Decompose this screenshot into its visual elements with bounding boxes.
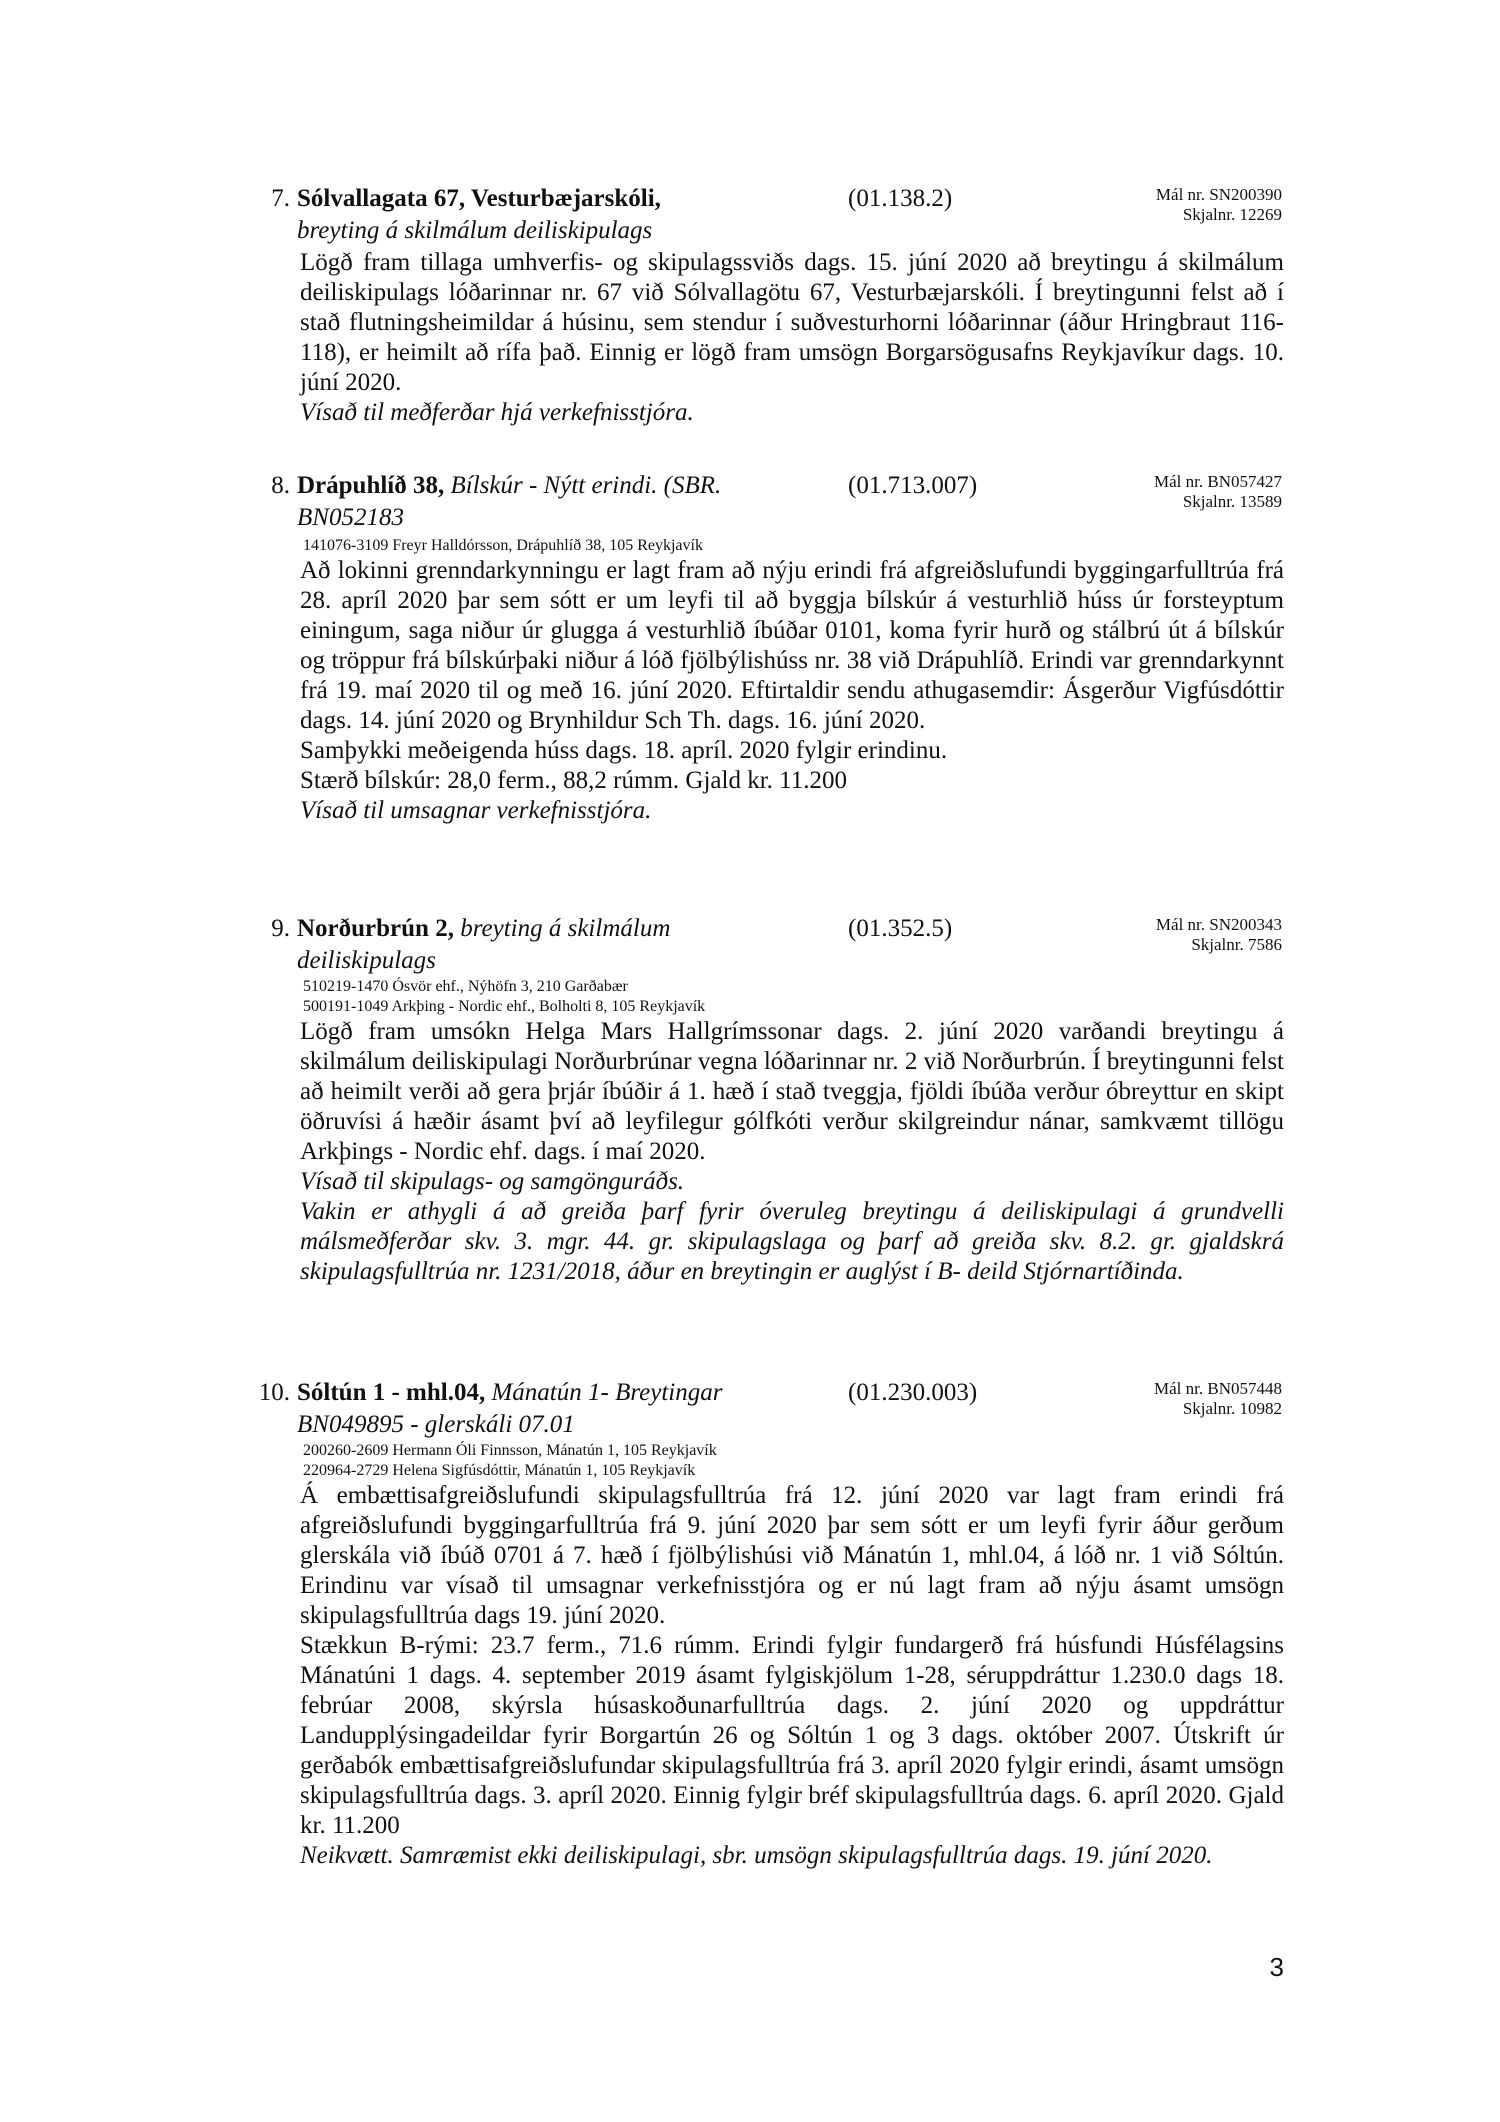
item-paragraph: Lögð fram umsókn Helga Mars Hallgrímssonar dags. 2. júní 2020 varðandi breytingu á skilmálum deiliskipulagi Norðurbrúnar vegna lóðarinnar nr. 2 við Norðurbrún. Í breytingunni felst að heimilt verði að gera þrjár íbúðir á 1. hæð í stað tveggja, fjöldi íbúða verður óbreyttur en skipt öðruvísi á hæðir ásamt því að leyfilegur gólfkóti verður skilgreindur nánar, samkvæmt tillögu Arkþings - Nordic ehf. dags. í maí 2020.	[300, 1018, 1284, 1165]
item-case-info	[1156, 915, 1282, 955]
document-number: Skjalnr. 12269	[1182, 205, 1282, 224]
case-number: Mál nr. BN057448	[1154, 1379, 1282, 1398]
item-subtitle: BN049895 - glerskáli 07.01	[297, 1411, 575, 1438]
item-title-italic: Bílskúr - Nýtt erindi. (SBR.	[450, 472, 722, 499]
page-number: 3	[1269, 1952, 1284, 1982]
item-subtitle: breyting á skilmálum deiliskipulags	[297, 217, 653, 244]
item-body	[300, 1017, 1284, 1287]
item-heading	[297, 1377, 797, 1441]
applicant-list	[303, 977, 705, 1017]
item-title-italic: breyting á skilmálum	[460, 915, 671, 942]
item-conclusion: Neikvætt. Samræmist ekki deiliskipulagi, sbr. umsögn skipulagsfulltrúa dags. 19. júní 2020.	[300, 1842, 1213, 1869]
item-title: Drápuhlíð 38,	[297, 472, 445, 499]
item-title: Sóltún 1 - mhl.04,	[297, 1379, 486, 1406]
item-conclusion: Vísað til umsagnar verkefnisstjóra.	[300, 797, 652, 824]
applicant-list	[303, 1441, 717, 1481]
document-number: Skjalnr. 13589	[1182, 492, 1282, 511]
item-paragraph: Stækkun B-rými: 23.7 ferm., 71.6 rúmm. Erindi fylgir fundargerð frá húsfundi Húsfélagsins Mánatúni 1 dags. 4. september 2019 ásamt fylgiskjölum 1-28, séruppdráttur 1.230.0 dags 18. febrúar 2008, skýrsla húsaskoðunarfulltrúa dags. 2. júní 2020 og uppdráttur Landupplýsingadeildar fyrir Borgartún 26 og Sóltún 1 og 3 dags. október 2007. Útskrift úr gerðabók embættisafgreiðslufundar skipulagsfulltrúa frá 3. apríl 2020 fylgir erindi, ásamt umsögn skipulagsfulltrúa dags. 3. apríl 2020. Einnig fylgir bréf skipulagsfulltrúa dags. 6. apríl 2020. Gjald kr. 11.200	[300, 1632, 1284, 1839]
item-paragraph: Stærð bílskúr: 28,0 ferm., 88,2 rúmm. Gjald kr. 11.200	[300, 767, 847, 794]
item-subtitle: deiliskipulags	[297, 947, 436, 974]
document-number: Skjalnr. 10982	[1182, 1399, 1282, 1418]
item-body	[300, 556, 1284, 826]
item-code: (01.713.007)	[848, 472, 978, 499]
applicant: 220964-2729 Helena Sigfúsdóttir, Mánatún 1, 105 Reykjavík	[303, 1462, 696, 1479]
item-heading	[297, 913, 797, 977]
item-number: 9.	[271, 915, 290, 942]
item-body	[300, 1481, 1284, 1871]
case-number: Mál nr. BN057427	[1154, 472, 1282, 491]
item-title: Sólvallagata 67, Vesturbæjarskóli,	[297, 185, 661, 212]
item-paragraph: Samþykki meðeigenda húss dags. 18. apríl. 2020 fylgir erindinu.	[300, 737, 948, 764]
item-conclusion: Vísað til skipulags- og samgönguráðs.	[300, 1168, 685, 1195]
document-number: Skjalnr. 7586	[1191, 935, 1282, 954]
item-code: (01.230.003)	[848, 1379, 978, 1406]
item-paragraph: Lögð fram tillaga umhverfis- og skipulagssviðs dags. 15. júní 2020 að breytingu á skilmálum deiliskipulags lóðarinnar nr. 67 við Sólvallagötu 67, Vesturbæjarskóli. Í breytingunni felst að í stað flutningsheimildar á húsinu, sem stendur í suðvesturhorni lóðarinnar (áður Hringbraut 116-118), er heimilt að rífa það. Einnig er lögð fram umsögn Borgarsögusafns Reykjavíkur dags. 10. júní 2020.	[300, 249, 1284, 396]
item-code: (01.352.5)	[848, 915, 953, 942]
item-heading	[297, 183, 797, 247]
item-paragraph: Að lokinni grenndarkynningu er lagt fram að nýju erindi frá afgreiðslufundi byggingarfulltrúa frá 28. apríl 2020 þar sem sótt er um leyfi til að byggja bílskúr á vesturhlið húss úr forsteyptum einingum, saga niður úr glugga á vesturhlið íbúðar 0101, koma fyrir hurð og stálbrú út á bílskúr og tröppur frá bílskúrþaki niður á lóð fjölbýlishúss nr. 38 við Drápuhlíð. Erindi var grenndarkynnt frá 19. maí 2020 til og með 16. júní 2020. Eftirtaldir sendu athugasemdir: Ásgerður Vigfúsdóttir dags. 14. júní 2020 og Brynhildur Sch Th. dags. 16. júní 2020.	[300, 557, 1284, 734]
item-case-info	[1154, 472, 1282, 512]
item-heading	[297, 470, 797, 534]
item-number: 8.	[271, 472, 290, 499]
item-case-info	[1156, 185, 1282, 225]
applicant: 510219-1470 Ósvör ehf., Nýhöfn 3, 210 Garðabær	[303, 978, 628, 995]
item-case-info	[1154, 1379, 1282, 1419]
applicant: 500191-1049 Arkþing - Nordic ehf., Bolholti 8, 105 Reykjavík	[303, 998, 706, 1015]
item-number: 10.	[258, 1379, 290, 1406]
item-body	[300, 248, 1284, 428]
applicant: 141076-3109 Freyr Halldórsson, Drápuhlíð 38, 105 Reykjavík	[303, 537, 703, 554]
item-note: Vakin er athygli á að greiða þarf fyrir óveruleg breytingu á deiliskipulagi á grundvelli málsmeðferðar skv. 3. mgr. 44. gr. skipulagslaga og þarf að greiða skv. 8.2. gr. gjaldskrá skipulagsfulltrúa nr. 1231/2018, áður en breytingin er auglýst í B- deild Stjórnartíðinda.	[300, 1198, 1284, 1285]
applicant-list	[303, 536, 703, 556]
case-number: Mál nr. SN200343	[1155, 915, 1282, 934]
applicant: 200260-2609 Hermann Óli Finnsson, Mánatún 1, 105 Reykjavík	[303, 1442, 717, 1459]
item-subtitle: BN052183	[297, 504, 404, 531]
item-title: Norðurbrún 2,	[297, 915, 454, 942]
item-paragraph: Á embættisafgreiðslufundi skipulagsfulltrúa frá 12. júní 2020 var lagt fram erindi frá afgreiðslufundi byggingarfulltrúa frá 9. júní 2020 þar sem sótt er um leyfi fyrir áður gerðum glerskála við íbúð 0701 á 7. hæð í fjölbýlishúsi við Mánatún 1, mhl.04, á lóð nr. 1 við Sóltún. Erindinu var vísað til umsagnar verkefnisstjóra og er nú lagt fram að nýju ásamt umsögn skipulagsfulltrúa dags 19. júní 2020.	[300, 1482, 1284, 1629]
item-title-italic: Mánatún 1- Breytingar	[491, 1379, 723, 1406]
item-code: (01.138.2)	[848, 185, 953, 212]
item-conclusion: Vísað til meðferðar hjá verkefnisstjóra.	[300, 399, 694, 426]
item-number: 7.	[271, 185, 290, 212]
case-number: Mál nr. SN200390	[1155, 185, 1282, 204]
